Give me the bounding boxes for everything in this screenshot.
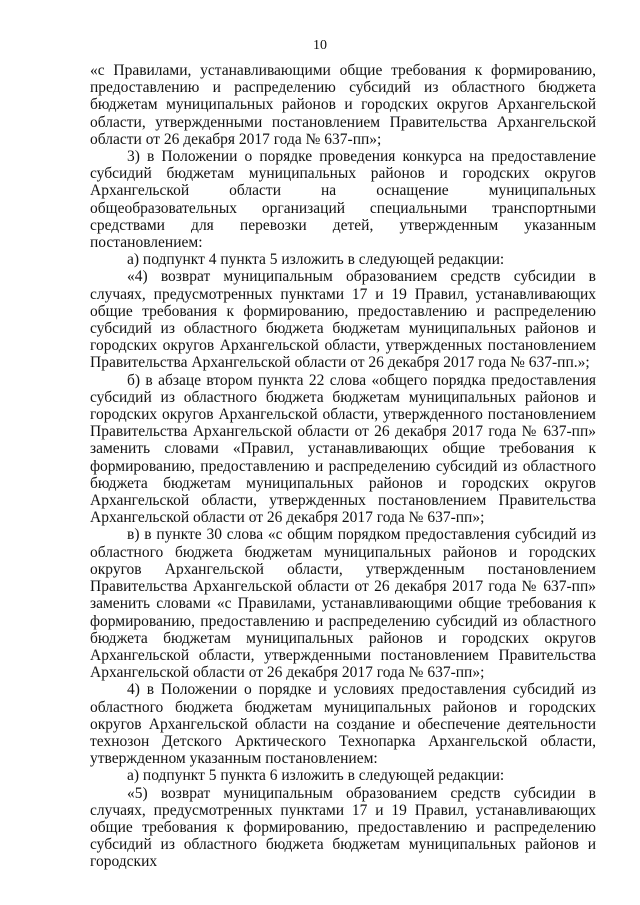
paragraph: а) подпункт 5 пункта 6 изложить в следующей редакции: <box>127 767 505 785</box>
document-body <box>90 62 596 871</box>
paragraph: б) в абзаце втором пункта 22 слова «общего порядка предоставления субсидий из областного бюджета бюджетам муниципальных районов и городских округов Архангельской области, утвержденного постановлением Правительства Архангельской области от 26 декабря 2017 года № 637-пп» заменить словами «Правил, устанавливающих общие требования к формированию, предоставлению и распределению субсидий из областного бюджета бюджетам муниципальных районов и городских округов Архангельской области, утвержденных постановлением Правительства Архангельской области от 26 декабря 2017 года № 637-пп»; <box>90 371 596 527</box>
paragraph: 4) в Положении о порядке и условиях предоставления субсидий из областного бюджета бюджетам муниципальных районов и городских округов Архангельской области на создание и обеспечение деятельности технозон Детского Арктического Технопарка Архангельской области, утвержденном указанным постановлением: <box>90 681 596 768</box>
paragraph: «5) возврат муниципальным образованием средств субсидии в случаях, предусмотренных пунктами 17 и 19 Правил, устанавливающих общие требования к формированию, предоставлению и распределению субсидий из областного бюджета бюджетам муниципальных районов и городских <box>90 784 596 871</box>
paragraph: 3) в Положении о порядке проведения конкурса на предоставление субсидий бюджетам муниципальных районов и городских округов Архангельской области на оснащение муниципальных общеобразовательных организаций специальными транспортными средствами для перевозки детей, утвержденным указанным постановлением: <box>90 148 596 252</box>
paragraph: в) в пункте 30 слова «с общим порядком предоставления субсидий из областного бюджета бюджетам муниципальных районов и городских округов Архангельской области, утвержденным постановлением Правительства Архангельской области от 26 декабря 2017 года № 637-пп» заменить словами «с Правилами, устанавливающими общие требования к формированию, предоставлению и распределению субсидий из областного бюджета бюджетам муниципальных районов и городских округов Архангельской области, утвержденными постановлением Правительства Архангельской области от 26 декабря 2017 года № 637-пп»; <box>90 526 596 682</box>
paragraph: а) подпункт 4 пункта 5 изложить в следующей редакции: <box>127 251 505 269</box>
paragraph: «4) возврат муниципальным образованием средств субсидии в случаях, предусмотренных пунктами 17 и 19 Правил, устанавливающих общие требования к формированию, предоставлению и распределению субсидий из областного бюджета бюджетам муниципальных районов и городских округов Архангельской области, утвержденных постановлением Правительства Архангельской области от 26 декабря 2017 года № 637-пп.»; <box>90 268 596 372</box>
paragraph: «с Правилами, устанавливающими общие требования к формированию, предоставлению и распределению субсидий из областного бюджета бюджетам муниципальных районов и городских округов Архангельской области, утвержденными постановлением Правительства Архангельской области от 26 декабря 2017 года № 637-пп»; <box>90 62 596 148</box>
page-number: 10 <box>313 38 327 53</box>
